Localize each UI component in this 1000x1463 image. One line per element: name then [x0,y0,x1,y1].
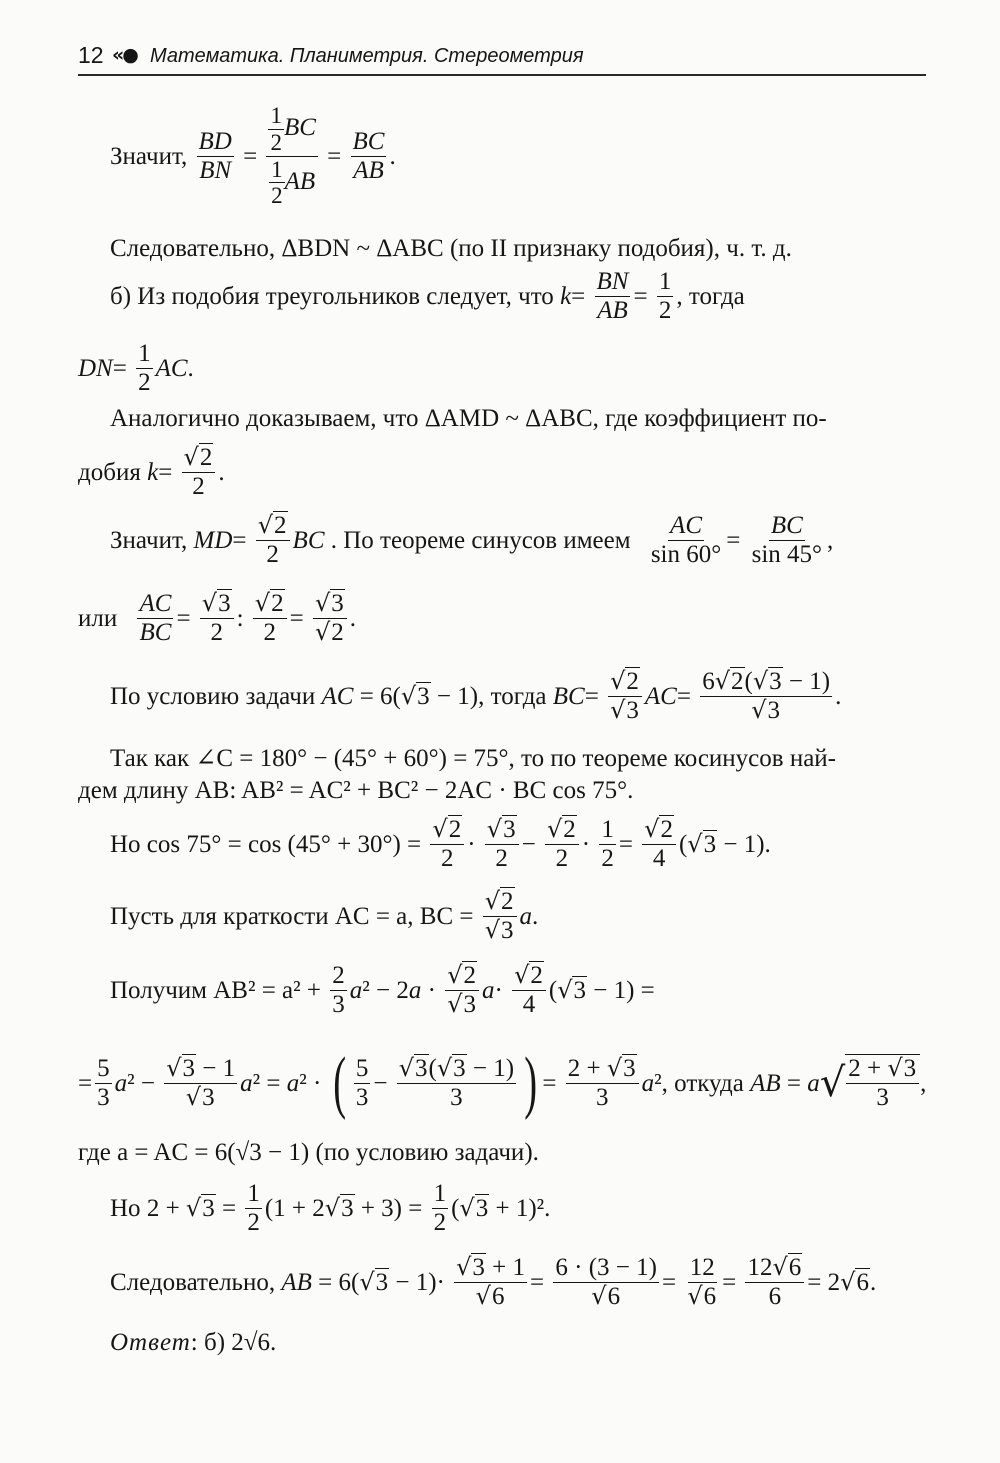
bc-value-line: По условию задачи AC = 6(√3 − 1), тогда BC= $\frac{√2}{√3}$ AC= $\frac{6√2(√3 - 1)}{√3}$ . [110,667,842,724]
similarity-coefficient-line: добия k= $\frac{√2}{2}$ . [78,443,225,500]
identity-line: Но 2 + √3 = $\frac{1}{2}$ (1 + 2√3 + 3) = $\frac{1}{2}$ (√3 + 1)². [110,1180,551,1236]
sine-ratio-line: или $\frac{AC}{BC}$ = $\frac{√3}{2}$ : $\frac{√2}{2}$ = $\frac{√3}{√2}$ . [78,589,356,646]
conclusion-similar-line: Следовательно, ΔBDN ~ ΔABC (по II признаку подобия), ч. т. д. [110,235,792,262]
ab-result-line: = $\frac{5}{3}$ a² − $\frac{√3 - 1}{√3}$ a² = a² · ( $\frac{5}{3}$ − $\frac{√3(√3 - 1)}{3}$ ) = $\frac{2 + √3}{3}$ a², откуда AB = a√ $\frac{2 + √3}{3}$ , [78,1044,927,1121]
cosine-law-line: дем длину AB: AB² = AC² + BC² − 2AC · BC cos 75°. [78,777,634,804]
page-number: 12 [78,42,104,68]
answer-value: : б) 2√6. [190,1329,277,1356]
notation-line: Пусть для краткости AC = a, BC = $\frac{√2}{√3}$ a. [110,887,539,944]
cos75-line: Но cos 75° = cos (45° + 30°) = $\frac{√2}{2}$ · $\frac{√3}{2}$ − $\frac{√2}{2}$ · $\frac{1}{2}$ = $\frac{√2}{4}$ (√3 − 1). [110,815,771,872]
angle-c-line: Так как ∠C = 180° − (45° + 60°) = 75°, то по теореме косинусов най- [110,745,837,772]
header-ornament-icon: «● [112,44,137,66]
dn-line: DN= $\frac{1}{2}$ AC. [78,340,194,396]
a-value-line: где a = AC = 6(√3 − 1) (по условию задачи). [78,1139,539,1166]
page-header [78,42,926,76]
part-b-line: б) Из подобия треугольников следует, что k= $\frac{BN}{AB}$ = $\frac{1}{2}$ , тогда [110,268,745,324]
ab-squared-line: Получим AB² = a² + $\frac{2}{3}$ a² − 2a · $\frac{√2}{√3}$ a· $\frac{√2}{4}$ (√3 − 1) = [110,961,655,1018]
ratio-bd-bn-line: Значит, $\frac{BD}{BN}$ = $\frac{1}{2}$ BC $\frac{1}{2}$ AB = $\frac{BC}{AB}$ . [110,103,396,209]
running-title: Математика. Планиметрия. Стереометрия [150,45,584,67]
answer-label: Ответ [110,1329,191,1356]
analog-line: Аналогично доказываем, что ΔAMD ~ ΔABC, где коэффициент по- [110,405,827,432]
answer-line [110,1330,276,1355]
md-line: Значит, MD= $\frac{√2}{2}$ BC . По теореме синусов имеем $\frac{AC}{\sin 60^\circ}$ = $\frac{BC}{\sin 45^\circ}$ , [110,511,834,568]
final-ab-line: Следовательно, AB = 6(√3 − 1)· $\frac{√3 + 1}{√6}$ = $\frac{6 \cdot (3 - 1)}{√6}$ = $\frac{12}{√6}$ = $\frac{12√6}{6}$ = 2√6. [110,1253,877,1310]
